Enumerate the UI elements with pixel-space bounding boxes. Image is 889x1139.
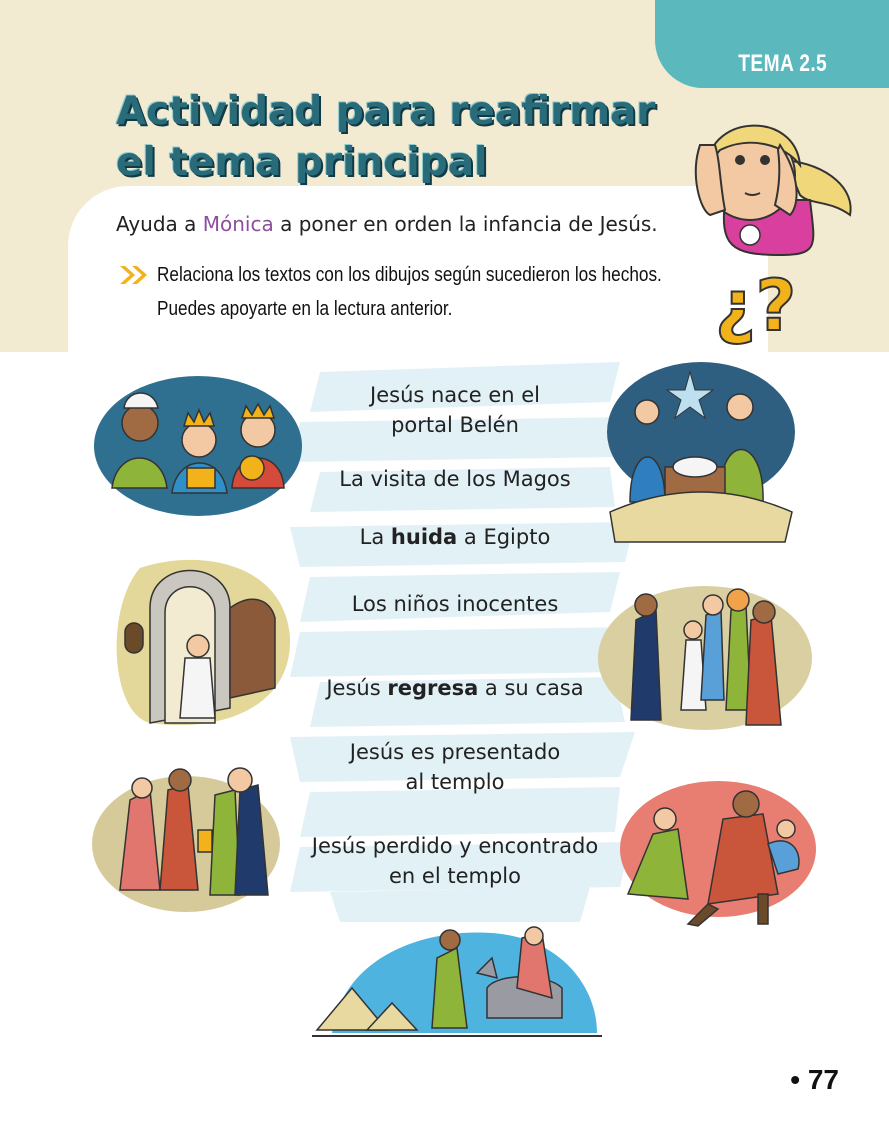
lost-and-found-illustration <box>596 580 814 735</box>
event-return-post: a su casa <box>478 676 584 700</box>
event-presentation <box>290 737 620 797</box>
event-return-bold: regresa <box>387 676 479 700</box>
tema-tab <box>655 0 889 88</box>
title-line-1: Actividad para reafirmar <box>116 89 656 134</box>
sub-instruction <box>157 258 662 326</box>
event-flight-bold: huida <box>390 525 458 549</box>
event-birth-line-2: portal Belén <box>391 413 519 437</box>
event-return-pre: Jesús <box>326 676 388 700</box>
sub-instruction-line-2: Puedes apoyarte en la lectura anterior. <box>157 298 453 320</box>
character-name: Mónica <box>202 212 274 236</box>
event-lost-found <box>280 831 630 891</box>
flight-to-egypt-illustration <box>312 918 602 1043</box>
instruction-after: a poner en orden la infancia de Jesús. <box>273 212 658 236</box>
event-magi-visit <box>290 464 620 494</box>
return-home-illustration <box>110 548 294 736</box>
page-number: • 77 <box>790 1064 839 1095</box>
event-presentation-line-1: Jesús es presentado <box>349 740 561 764</box>
main-instruction <box>116 212 658 236</box>
event-return-home <box>290 673 620 703</box>
event-presentation-line-2: al templo <box>405 770 505 794</box>
girl-thinking-illustration <box>690 105 860 345</box>
instruction-before: Ayuda a <box>116 212 203 236</box>
presentation-temple-illustration <box>90 760 282 915</box>
event-innocents <box>290 589 620 619</box>
event-lost-found-line-2: en el templo <box>389 864 521 888</box>
event-birth <box>290 380 620 440</box>
event-innocents-text: Los niños inocentes <box>351 592 559 616</box>
tema-label: TEMA 2.5 <box>738 50 827 77</box>
event-flight-post: a Egipto <box>457 525 551 549</box>
event-birth-line-1: Jesús nace en el <box>370 383 540 407</box>
event-flight-to-egypt <box>290 522 620 552</box>
page-title <box>116 86 656 188</box>
title-line-2: el tema principal <box>116 140 488 185</box>
three-wise-men-illustration <box>92 368 304 518</box>
event-flight-pre: La <box>359 525 391 549</box>
holy-innocents-illustration <box>618 774 818 932</box>
event-lost-found-line-1: Jesús perdido y encontrado <box>311 834 599 858</box>
event-magi-visit-text: La visita de los Magos <box>339 467 571 491</box>
sub-instruction-line-1: Relaciona los textos con los dibujos según sucedieron los hechos. <box>157 264 662 286</box>
double-arrow-bullet-icon <box>118 264 152 286</box>
svg-text:¿?: ¿? <box>715 265 797 345</box>
nativity-illustration <box>605 362 797 547</box>
